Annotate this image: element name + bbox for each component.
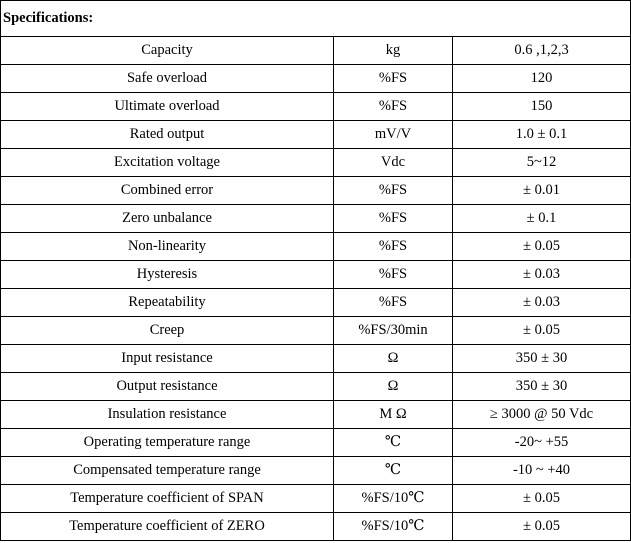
value-cell: ± 0.03: [453, 289, 631, 317]
unit-cell: M Ω: [334, 401, 453, 429]
value-cell: 5~12: [453, 149, 631, 177]
table-row: [1, 261, 631, 289]
table-row: [1, 485, 631, 513]
table-row: [1, 457, 631, 485]
table-row: [1, 149, 631, 177]
unit-cell: Ω: [334, 373, 453, 401]
parameter-cell: Zero unbalance: [1, 205, 334, 233]
parameter-cell: Temperature coefficient of SPAN: [1, 485, 334, 513]
parameter-cell: Safe overload: [1, 65, 334, 93]
value-cell: ± 0.05: [453, 317, 631, 345]
parameter-cell: Compensated temperature range: [1, 457, 334, 485]
value-cell: 350 ± 30: [453, 345, 631, 373]
table-row: [1, 233, 631, 261]
parameter-cell: Insulation resistance: [1, 401, 334, 429]
unit-cell: %FS: [334, 233, 453, 261]
unit-cell: %FS: [334, 261, 453, 289]
value-cell: ± 0.01: [453, 177, 631, 205]
table-row: [1, 401, 631, 429]
value-cell: -20~ +55: [453, 429, 631, 457]
parameter-cell: Ultimate overload: [1, 93, 334, 121]
table-row: [1, 37, 631, 65]
unit-cell: %FS: [334, 205, 453, 233]
value-cell: ± 0.05: [453, 513, 631, 541]
unit-cell: %FS: [334, 93, 453, 121]
parameter-cell: Temperature coefficient of ZERO: [1, 513, 334, 541]
parameter-cell: Combined error: [1, 177, 334, 205]
parameter-cell: Excitation voltage: [1, 149, 334, 177]
value-cell: ± 0.05: [453, 233, 631, 261]
unit-cell: %FS/10℃: [334, 485, 453, 513]
unit-cell: %FS/10℃: [334, 513, 453, 541]
parameter-cell: Creep: [1, 317, 334, 345]
table-row: [1, 289, 631, 317]
table-row: [1, 93, 631, 121]
parameter-cell: Hysteresis: [1, 261, 334, 289]
table-header-row: [1, 1, 631, 37]
parameter-cell: Rated output: [1, 121, 334, 149]
table-row: [1, 429, 631, 457]
unit-cell: %FS: [334, 289, 453, 317]
value-cell: -10 ~ +40: [453, 457, 631, 485]
value-cell: ≥ 3000 @ 50 Vdc: [453, 401, 631, 429]
value-cell: 150: [453, 93, 631, 121]
parameter-cell: Output resistance: [1, 373, 334, 401]
value-cell: 350 ± 30: [453, 373, 631, 401]
table-row: [1, 345, 631, 373]
unit-cell: kg: [334, 37, 453, 65]
value-cell: 1.0 ± 0.1: [453, 121, 631, 149]
table-row: [1, 177, 631, 205]
unit-cell: Vdc: [334, 149, 453, 177]
value-cell: ± 0.05: [453, 485, 631, 513]
unit-cell: mV/V: [334, 121, 453, 149]
parameter-cell: Input resistance: [1, 345, 334, 373]
table-row: [1, 373, 631, 401]
unit-cell: %FS: [334, 65, 453, 93]
parameter-cell: Capacity: [1, 37, 334, 65]
value-cell: 120: [453, 65, 631, 93]
table-row: [1, 121, 631, 149]
table-title: Specifications:: [1, 1, 631, 37]
unit-cell: %FS: [334, 177, 453, 205]
parameter-cell: Operating temperature range: [1, 429, 334, 457]
value-cell: ± 0.03: [453, 261, 631, 289]
table-row: [1, 205, 631, 233]
unit-cell: %FS/30min: [334, 317, 453, 345]
parameter-cell: Non-linearity: [1, 233, 334, 261]
table-row: [1, 317, 631, 345]
table-row: [1, 65, 631, 93]
value-cell: ± 0.1: [453, 205, 631, 233]
table-row: [1, 513, 631, 541]
unit-cell: ℃: [334, 457, 453, 485]
value-cell: 0.6 ,1,2,3: [453, 37, 631, 65]
unit-cell: ℃: [334, 429, 453, 457]
parameter-cell: Repeatability: [1, 289, 334, 317]
unit-cell: Ω: [334, 345, 453, 373]
